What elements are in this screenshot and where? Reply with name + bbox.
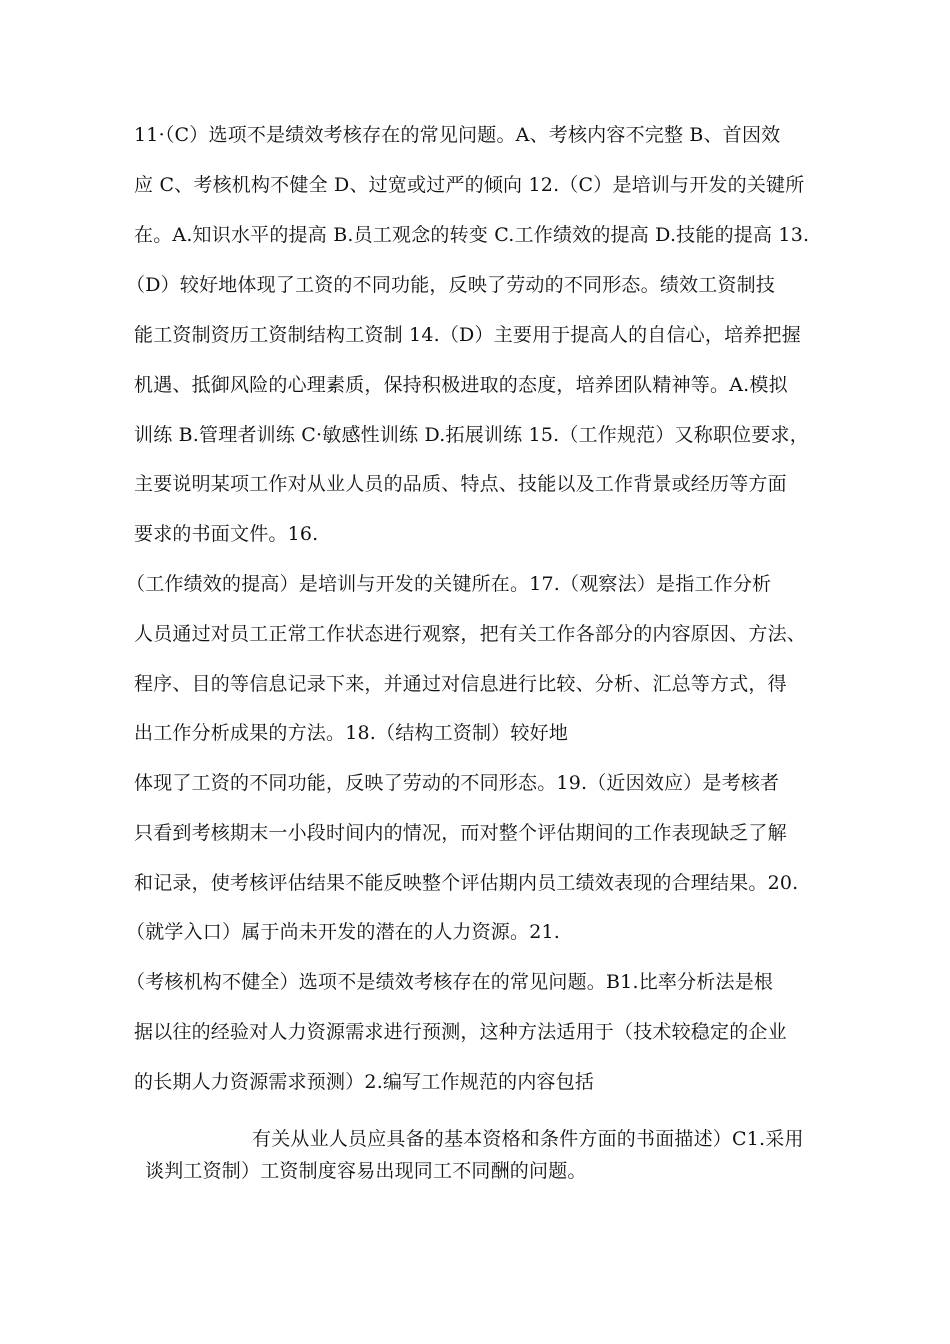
text-line-11: 人员通过对员工正常工作状态进行观察，把有关工作各部分的内容原因、方法、: [134, 623, 807, 645]
text-line-20: 的长期人力资源需求预测）2.编写工作规范的内容包括: [134, 1071, 595, 1093]
text-line-5: 能工资制资历工资制结构工资制 14.（D）主要用于提高人的自信心，培养把握: [134, 324, 801, 346]
text-line-18: （考核机构不健全）选项不是绩效考核存在的常见问题。B1.比率分析法是根: [126, 971, 774, 993]
text-line-7: 训练 B.管理者训练 C·敏感性训练 D.拓展训练 15.（工作规范）又称职位要求，: [134, 424, 809, 446]
text-line-10: （工作绩效的提高）是培训与开发的关键所在。17.（观察法）是指工作分析: [126, 573, 772, 595]
text-line-21: 有关从业人员应具备的基本资格和条件方面的书面描述）C1.采用: [252, 1128, 804, 1150]
text-line-4: （D）较好地体现了工资的不同功能，反映了劳动的不同形态。绩效工资制技: [126, 274, 776, 296]
text-line-22: 谈判工资制）工资制度容易出现同工不同酬的问题。: [145, 1160, 587, 1182]
text-line-9: 要求的书面文件。16.: [134, 523, 319, 545]
text-line-17: （就学入口）属于尚未开发的潜在的人力资源。21.: [126, 921, 561, 943]
text-line-6: 机遇、抵御风险的心理素质，保持积极进取的态度，培养团队精神等。A.模拟: [134, 374, 788, 396]
text-line-15: 只看到考核期末一小段时间内的情况，而对整个评估期间的工作表现缺乏了解: [134, 822, 787, 844]
text-line-13: 出工作分析成果的方法。18.（结构工资制）较好地: [134, 722, 569, 744]
text-line-1: 11·（C）选项不是绩效考核存在的常见问题。A、考核内容不完整 B、首因效: [134, 124, 781, 146]
text-line-16: 和记录，使考核评估结果不能反映整个评估期内员工绩效表现的合理结果。20.: [134, 872, 799, 894]
text-line-14: 体现了工资的不同功能，反映了劳动的不同形态。19.（近因效应）是考核者: [134, 772, 780, 794]
text-line-12: 程序、目的等信息记录下来，并通过对信息进行比较、分析、汇总等方式，得: [134, 673, 787, 695]
text-line-3: 在。A.知识水平的提高 B.员工观念的转变 C.工作绩效的提高 D.技能的提高 13.: [134, 224, 810, 246]
text-line-8: 主要说明某项工作对从业人员的品质、特点、技能以及工作背景或经历等方面: [134, 473, 787, 495]
text-line-2: 应 C、考核机构不健全 D、过宽或过严的倾向 12.（C）是培训与开发的关键所: [134, 174, 805, 196]
text-line-19: 据以往的经验对人力资源需求进行预测，这种方法适用于（技术较稳定的企业: [134, 1021, 787, 1043]
